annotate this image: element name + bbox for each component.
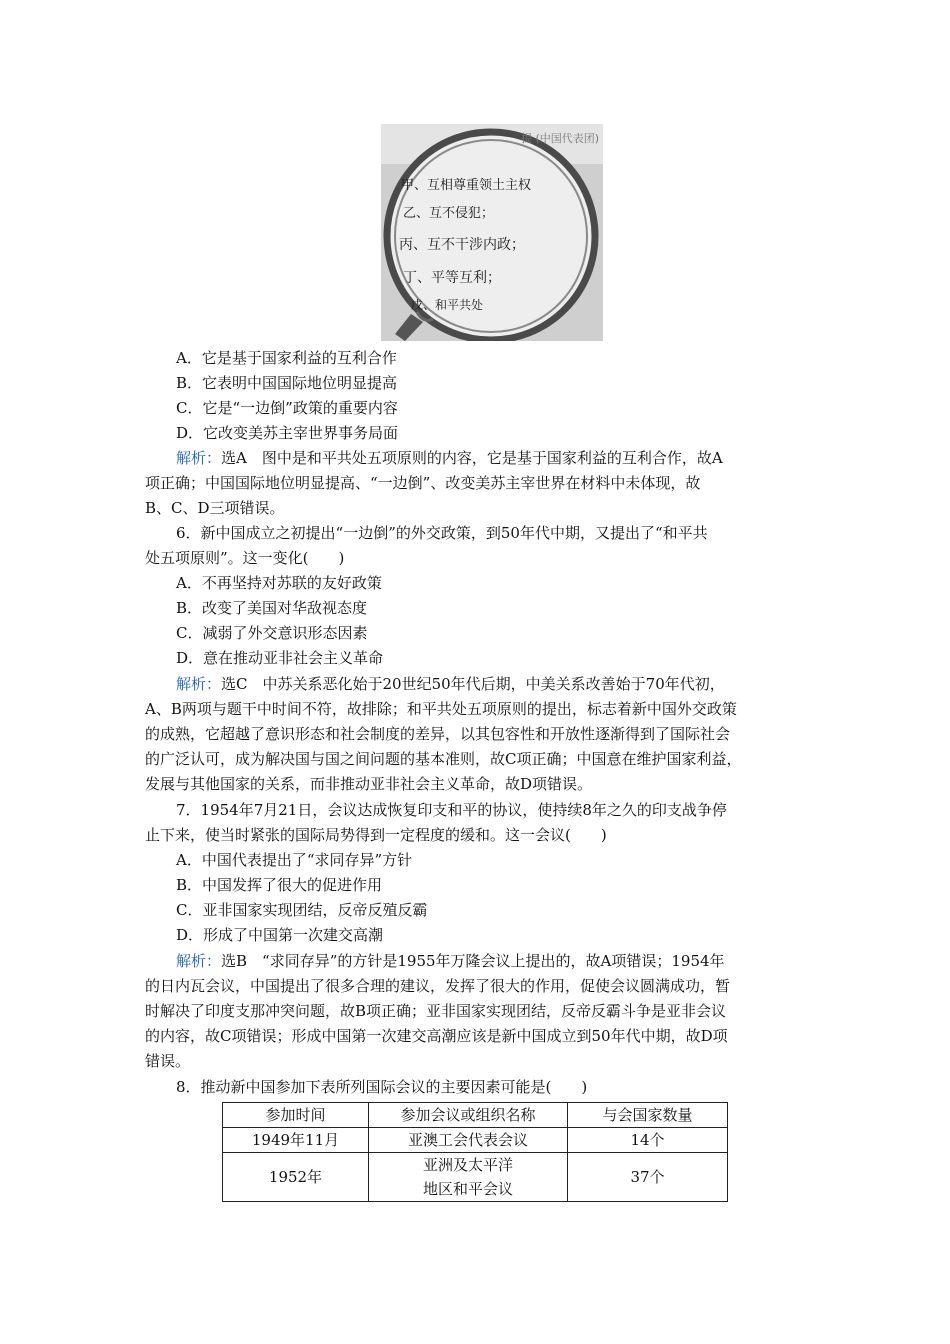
table-cell: 1952年 [223, 1153, 369, 1202]
table-row [223, 1128, 728, 1153]
handwriting-photo [381, 124, 603, 341]
table-cell: 37个 [568, 1153, 728, 1202]
q8-stem: 8．推动新中国参加下表所列国际会议的主要因素可能是( ) [176, 1078, 588, 1096]
table-cell: 亚洲及太平洋 地区和平会议 [369, 1153, 568, 1202]
q8-table [222, 1102, 728, 1202]
q7-option-d: D．形成了中国第一次建交高潮 [176, 926, 384, 944]
q5-analysis-label: 解析： [176, 449, 222, 467]
q7-analysis-line-1: 解析：选B “求同存异”的方针是1955年万隆会议上提出的，故A项错误；1954年 [176, 952, 725, 970]
q5-option-d: D．它改变美苏主宰世界事务局面 [176, 424, 399, 442]
table-header-cell: 参加会议或组织名称 [369, 1103, 568, 1128]
q7-option-a: A．中国代表提出了“求同存异”方针 [176, 851, 413, 869]
q5-option-b: B．它表明中国国际地位明显提高 [176, 374, 398, 392]
q6-option-b: B．改变了美国对华敌视态度 [176, 599, 368, 617]
q7-analysis-label: 解析： [176, 952, 222, 970]
q7-analysis-line-2: 的日内瓦会议，中国提出了很多合理的建议，发挥了很大的作用，促使会议圆满成功，暂 [145, 977, 731, 995]
table-header-cell: 参加时间 [223, 1103, 369, 1128]
q6-option-c: C．减弱了外交意识形态因素 [176, 624, 368, 642]
q6-analysis-line-2: A、B两项与题干中时间不符，故排除；和平共处五项原则的提出，标志着新中国外交政策 [145, 700, 737, 718]
handwriting-line-3: 丙、互不干涉内政； [399, 237, 525, 253]
table-cell: 亚澳工会代表会议 [369, 1128, 568, 1153]
q5-option-a: A．它是基于国家利益的互利合作 [176, 349, 397, 367]
q6-stem-line-2: 处五项原则”。这一变化( ) [145, 549, 345, 567]
q7-analysis-line-3: 时解决了印度支那冲突问题，故B项正确；亚非国家实现团结，反帝反霸斗争是亚非会议 [145, 1002, 727, 1020]
table-row [223, 1153, 728, 1202]
q6-stem-line-1: 6．新中国成立之初提出“一边倒”的外交政策，到50年代中期，又提出了“和平共 [176, 524, 708, 542]
q7-option-c: C．亚非国家实现团结，反帝反殖反霸 [176, 901, 428, 919]
table-header-row [223, 1103, 728, 1128]
table-header-cell: 与会国家数量 [568, 1103, 728, 1128]
q6-analysis-line-5: 发展与其他国家的关系，而非推动亚非社会主义革命，故D项错误。 [145, 775, 593, 793]
q5-analysis-line-2: 项正确；中国国际地位明显提高、“一边倒”、改变美苏主宰世界在材料中未体现，故 [145, 474, 701, 492]
handwriting-line-1: 甲、互相尊重领土主权 [401, 178, 532, 193]
handwriting-line-4: 丁、平等互利； [403, 270, 501, 286]
q7-option-b: B．中国发挥了很大的促进作用 [176, 876, 383, 894]
q7-analysis-line-4: 的内容，故C项错误；形成中国第一次建交高潮应该是新中国成立到50年代中期，故D项 [145, 1027, 728, 1045]
q7-stem-line-2: 止下来，使当时紧张的国际局势得到一定程度的缓和。这一会议( ) [145, 826, 607, 844]
q5-analysis-line-3: B、C、D三项错误。 [145, 499, 285, 517]
q6-option-a: A．不再坚持对苏联的友好政策 [176, 574, 382, 592]
table-cell: 14个 [568, 1128, 728, 1153]
q7-stem-line-1: 7．1954年7月21日，会议达成恢复印支和平的协议，使持续8年之久的印支战争停 [176, 801, 727, 819]
q5-analysis-line-1: 解析：选A 图中是和平共处五项原则的内容，它是基于国家利益的互利合作，故A [176, 449, 723, 467]
q6-analysis-line-3: 的成熟，它超越了意识形态和社会制度的差异，以其包容性和开放性逐渐得到了国际社会 [145, 725, 731, 743]
q5-option-c: C．它是“一边倒”政策的重要内容 [176, 399, 398, 417]
table-cell: 1949年11月 [223, 1128, 369, 1153]
handwriting-line-5: 戊、和平共处 [411, 298, 484, 312]
handwriting-line-2: 乙、互不侵犯； [403, 206, 495, 221]
q6-option-d: D．意在推动亚非社会主义革命 [176, 649, 384, 667]
q6-analysis-line-1: 解析：选C 中苏关系恶化始于20世纪50年代后期，中美关系改善始于70年代初， [176, 675, 725, 693]
q6-analysis-line-4: 的广泛认可，成为解决国与国之间问题的基本准则，故C项正确；中国意在维护国家利益， [145, 750, 742, 768]
q6-analysis-label: 解析： [176, 675, 222, 693]
header-scrawl: 提 (中国代表团) [521, 132, 600, 145]
q7-analysis-line-5: 错误。 [145, 1052, 191, 1070]
